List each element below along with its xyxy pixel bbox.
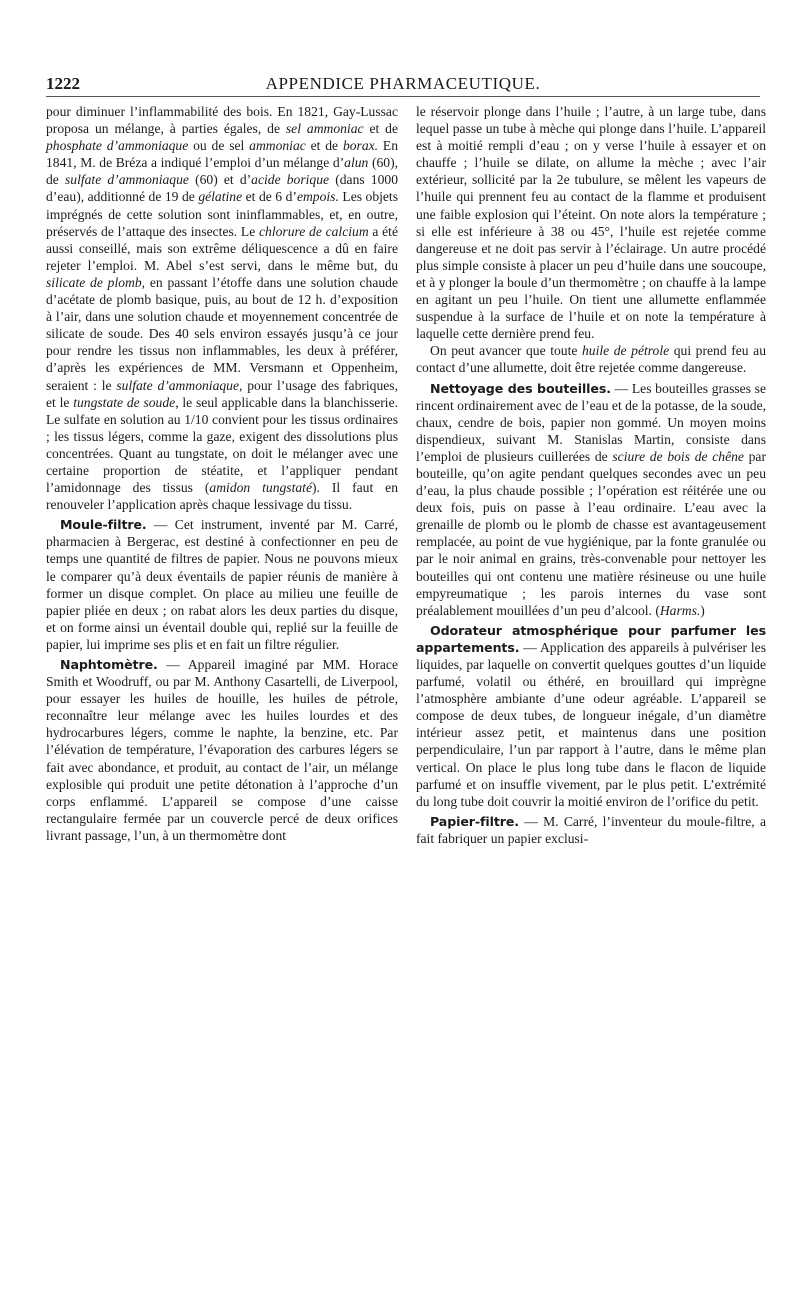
entry-heading: Moule-filtre. [60,517,147,533]
page-header [46,74,760,98]
paragraph-naphtometre-continued: le réservoir plonge dans l’huile ; l’autre, à un large tube, dans lequel passe un tube à mèche qui plonge dans l’huile. L’appareil est à moitié rempli d’eau ; on y verse l’huile à essayer et on chauffe ; l’huile se dilate, on allume la mèche ; avec l’air extérieur, sollicité par la 2e tubulure, se mêlent les vapeurs de l’huile qui prennent feu au contact de la flamme et produisent une faible explosion qui l’éteint. On note alors la température ; si elle est inférieure à 38 ou 45°, l’huile est rejetée comme dangereuse et ne doit pas servir à l’éclairage. Un autre procédé plus simple consiste à placer un peu d’huile dans une soucoupe, et à y plonger la boule d’un thermomètre ; on chauffe à la lampe en agitant un peu l’huile. On tient une allumette enflammée suspendue à la surface de l’huile et on note la température à laquelle cette dernière prend feu. [416,104,766,342]
entry-papier-filtre: Papier-filtre. — M. Carré, l’inventeur du moule-filtre, a fait fabriquer un papier exclusi- [416,813,766,846]
header-rule [46,96,760,97]
entry-heading: Naphtomètre. [60,657,158,672]
right-column [416,103,766,847]
left-column [46,103,398,844]
paragraph-petrole: On peut avancer que toute huile de pétrole qui prend feu au contact d’une allumette, doit être rejetée comme dangereuse. [416,343,766,376]
entry-naphtometre: Naphtomètre. — Appareil imaginé par MM. Horace Smith et Woodruff, ou par M. Anthony Casartelli, de Liverpool, pour essayer les huiles de houille, les huiles de pétrole, reconnaître leur mélange avec les huiles lourdes et des hydrocarbures légers, comme le naphte, la benzine, etc. Par l’élévation de température, l’évaporation des carbures légers se fait avec abondance, et produit, au contact de l’air, un mélange explosible qui produit une petite détonation à l’approche d’un corps enflammé. L’appareil se compose d’une caisse rectangulaire fermée par un couvercle percé de deux orifices livrant passage, l’un, à un thermomètre dont [46,657,398,843]
page-number: 1222 [46,74,80,93]
paragraph-fireproofing: pour diminuer l’inflammabilité des bois. En 1821, Gay-Lussac proposa un mélange, à parties égales, de sel ammoniac et de phosphate d’ammoniaque ou de sel ammoniac et de borax. En 1841, M. de Bréza a indiqué l’emploi d’un mélange d’alun (60), de sulfate d’ammoniaque (60) et d’acide borique (dans 1000 d’eau), additionné de 19 de gélatine et de 6 d’empois. Les objets imprégnés de cette solution sont ininflammables, et, en outre, préservés de l’attaque des insectes. Le chlorure de calcium a été aussi conseillé, mais son extrême déliquescence a dû en faire rejeter l’emploi. M. Abel s’est servi, dans le même but, du silicate de plomb, en passant l’étoffe dans une solution chaude d’acétate de plomb basique, puis, au bout de 12 h. d’exposition à l’air, dans une solution chaude et moyennement concentrée de silicate de soude. Des 40 sels environ essayés jusqu’à ce jour pour rendre les tissus non inflammables, les deux à préférer, d’après les expériences de MM. Versmann et Oppenheim, seraient : le sulfate d’ammoniaque, pour l’usage des fabriques, et le tungstate de soude, le seul applicable dans la blanchisserie. Le sulfate en solution au 1/10 convient pour les tissus ordinaires ; les tissus légers, comme la gaze, exigent des dissolutions plus concentrées. Quant au tungstate, on doit le mélanger avec une certaine proportion de stéatite, et l’appliquer pendant l’amidonnage des tissus (amidon tungstaté). Il faut en renouveler l’application après chaque lessivage du tissu. [46,104,399,513]
entry-heading: Odorateur atmosphérique pour parfumer les appartements. [416,622,766,655]
running-title: APPENDICE PHARMACEUTIQUE. [265,74,541,93]
entry-odorateur: Odorateur atmosphérique pour parfumer les appartements. — Application des appareils à pulvériser les liquides, par laquelle on convertit quelques gouttes d’un liquide parfumé, volatil ou éthéré, en brouillard qui imprègne l’atmosphère ambiante d’une odeur agréable. L’appareil se compose de deux tubes, de longueur inégale, d’un diamètre intérieur assez petit, et maintenus dans une position perpendiculaire, l’un par rapport à l’autre, dans le même plan vertical. On place le plus long tube dans le flacon de liquide parfumé et on insuffle vivement, par le plus petit. L’extrémité du long tube doit couvrir la moitié environ de l’orifice du petit. [416,622,766,809]
entry-nettoyage: Nettoyage des bouteilles. — Les bouteilles grasses se rincent ordinairement avec de l’eau et de la potasse, de la soude, chaux, cendre de bois, papier non gommé. Un moyen moins dispendieux, suivant M. Stanislas Martin, consiste dans l’emploi de plusieurs cuillerées de sciure de bois de chêne par bouteille, qu’on agite pendant quelques secondes avec un peu d’eau, la plus chaude possible ; l’opération est réitérée une ou deux fois, puis on passe à l’eau ordinaire. L’eau avec la grenaille de plomb ou le plomb de chasse est avantageusement remplacée, au point de vue hygiénique, par la fonte granulée ou par le noir animal en grains, très-convenable pour nettoyer les bouteilles qui ont contenu une matière résineuse ou une huile empyreumatique ; les parois internes du vase sont préalablement mouillées d’un peu d’alcool. (Harms.) [416,380,766,618]
entry-heading: Nettoyage des bouteilles. [430,380,611,396]
entry-moule-filtre: Moule-filtre. — Cet instrument, inventé par M. Carré, pharmacien à Bergerac, est destiné à confectionner en peu de temps une quantité de filtres de papier. Nous ne pouvons mieux le comparer qu’à deux éventails de papier réunis de manière à former un disque complet. On place au milieu une feuille de papier pliée en deux ; on rabat alors les deux parties du disque, et on forme ainsi un éventail double qui, replié sur la feuille de papier, lui imprime ses plis et en fait un filtre régulier. [46,517,398,652]
entry-heading: Papier-filtre. [430,813,519,829]
